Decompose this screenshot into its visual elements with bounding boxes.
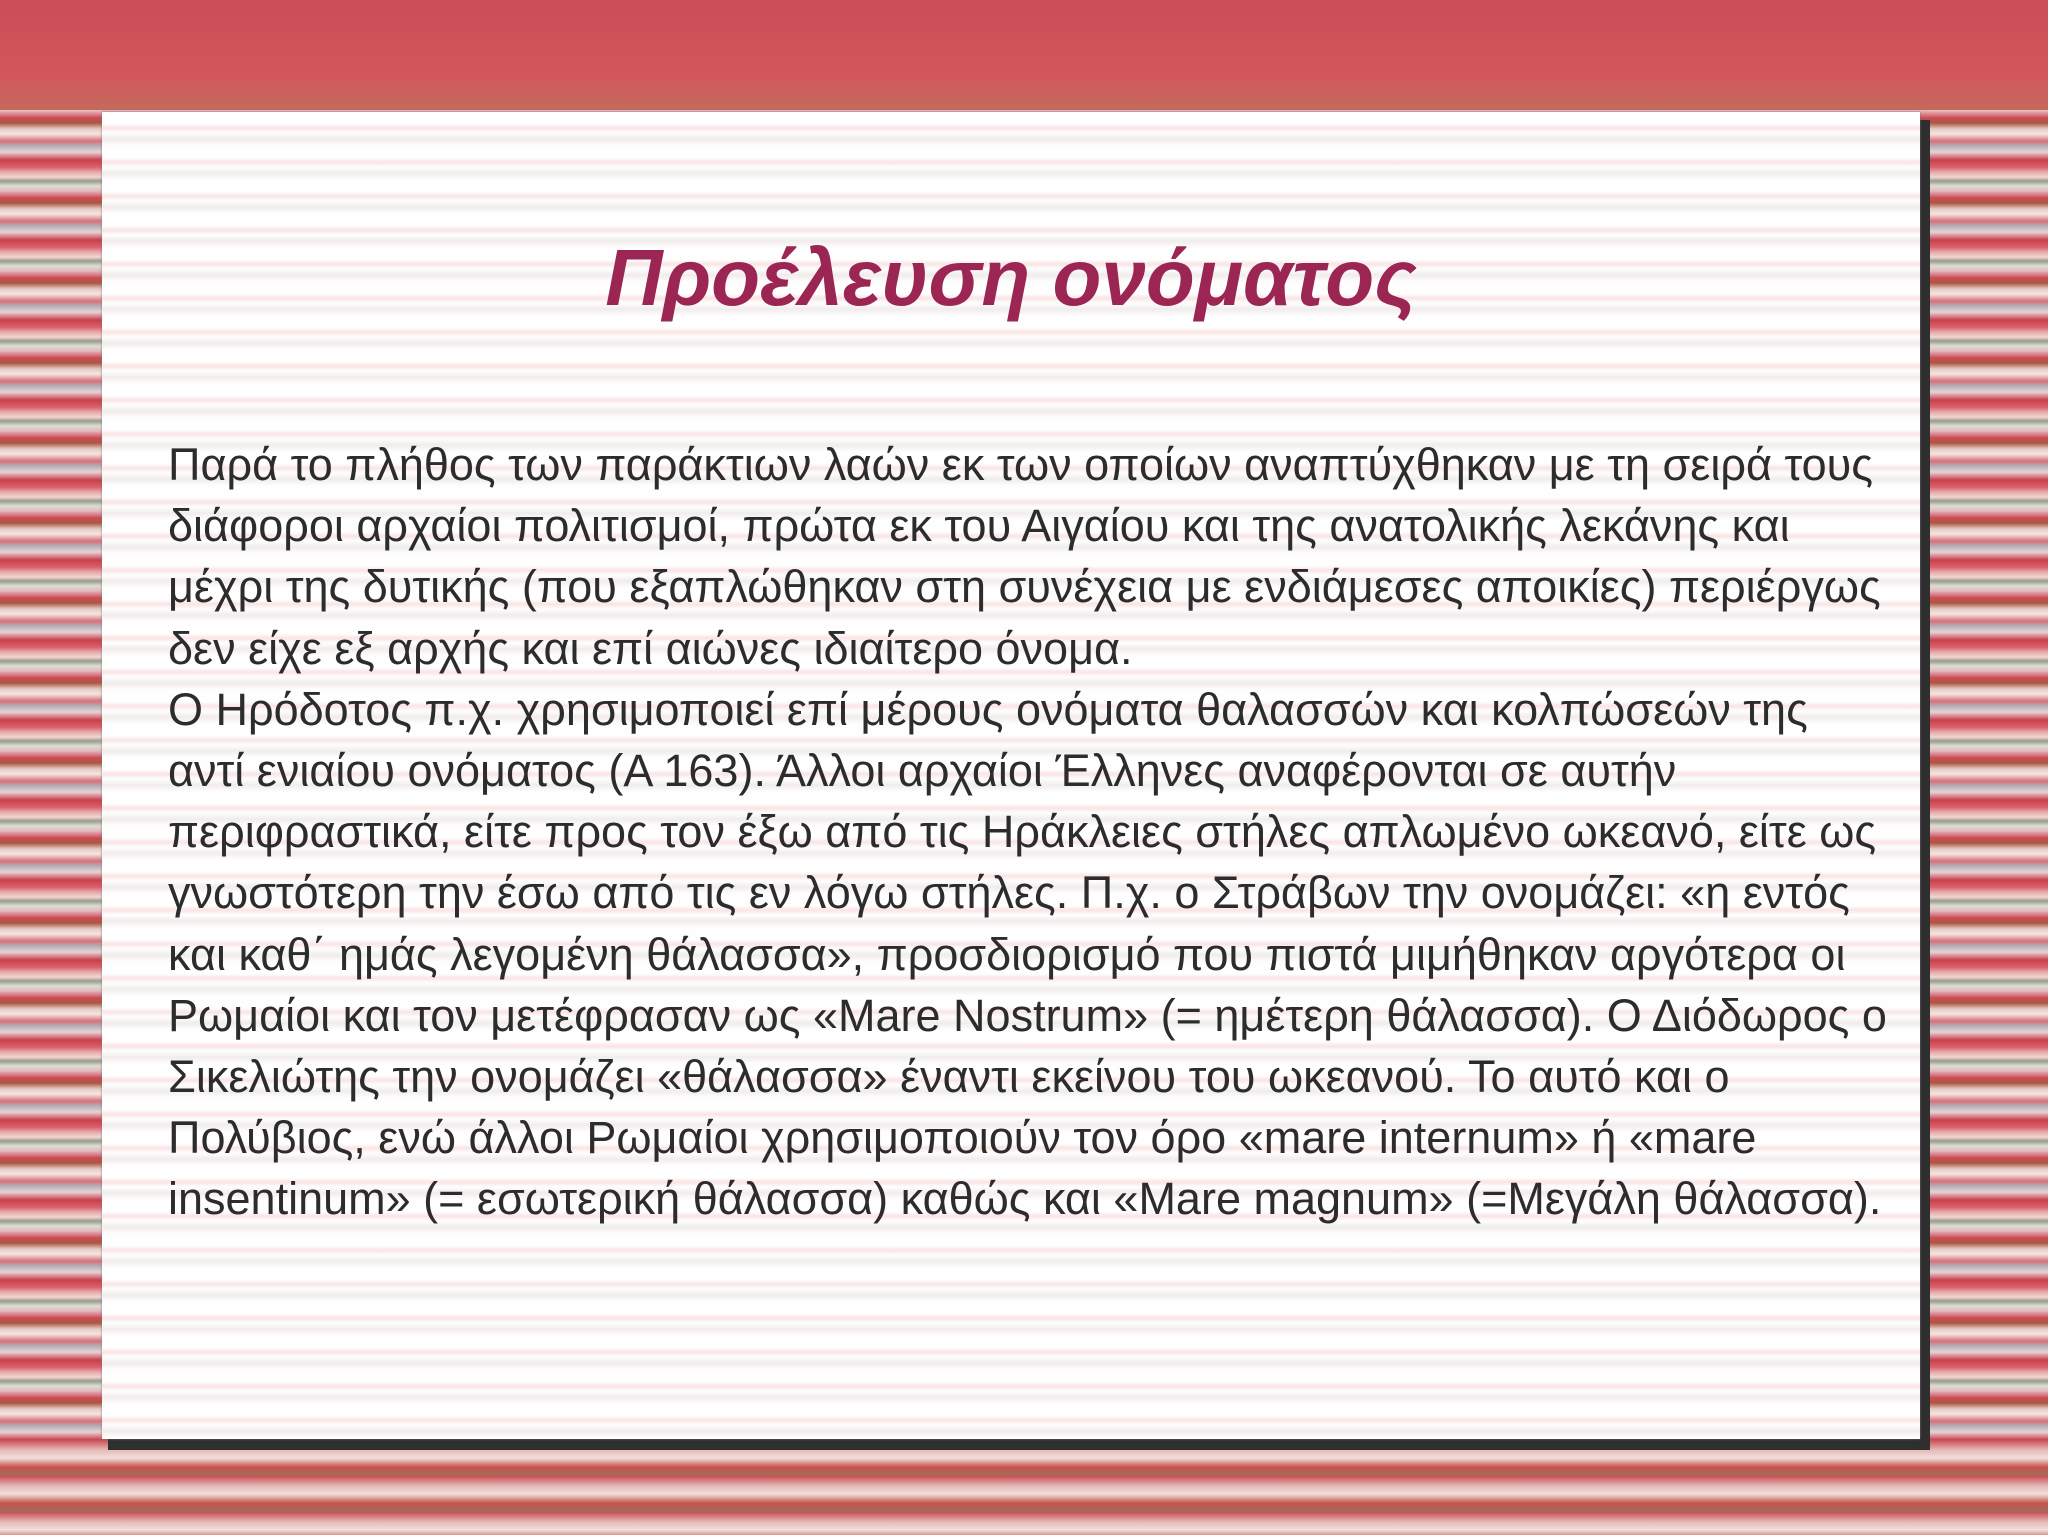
body-paragraph-2: Ο Ηρόδοτος π.χ. χρησιμοποιεί επί μέρους ονόματα θαλασσών και κολπώσεών της αντί ενιαίου ονόματος (Α 163). Άλλοι αρχαίοι Έλληνες αναφέρονται σε αυτήν περιφραστικά, είτε προς τον έξω από τις Ηράκλειες στήλες απλωμένο ωκεανό, είτε ως γνωστότερη την έσω από τις εν λόγω στήλες. Π.χ. ο Στράβων την ονομάζει: «η εντός και καθ΄ ημάς λεγομένη θάλασσα», προσδιορισμό που πιστά μιμήθηκαν αργότερα οι Ρωμαίοι και τον μετέφρασαν ως «Mare Nostrum» (= ημέτερη θάλασσα). Ο Διόδωρος ο Σικελιώτης την ονομάζει «θάλασσα» έναντι εκείνου του ωκεανού. Το αυτό και ο Πολύβιος, ενώ άλλοι Ρωμαίοι χρησιμοποιούν τον όρο «mare internum» ή «mare insentinum» (= εσωτερική θάλασσα) καθώς και «Mare magnum» (=Μεγάλη θάλασσα). <box>168 683 1887 1225</box>
slide-title: Προέλευση ονόματος <box>605 233 1417 322</box>
slide-body <box>168 434 1888 1230</box>
slide-panel <box>102 112 1920 1439</box>
top-decorative-band <box>0 0 2048 110</box>
bottom-decorative-band <box>0 1440 2048 1535</box>
body-paragraph-1: Παρά το πλήθος των παράκτιων λαών εκ των οποίων αναπτύχθηκαν με τη σειρά τους διάφοροι αρχαίοι πολιτισμοί, πρώτα εκ του Αιγαίου και της ανατολικής λεκάνης και μέχρι της δυτικής (που εξαπλώθηκαν στη συνέχεια με ενδιάμεσες αποικίες) περιέργως δεν είχε εξ αρχής και επί αιώνες ιδιαίτερο όνομα. <box>168 439 1881 674</box>
